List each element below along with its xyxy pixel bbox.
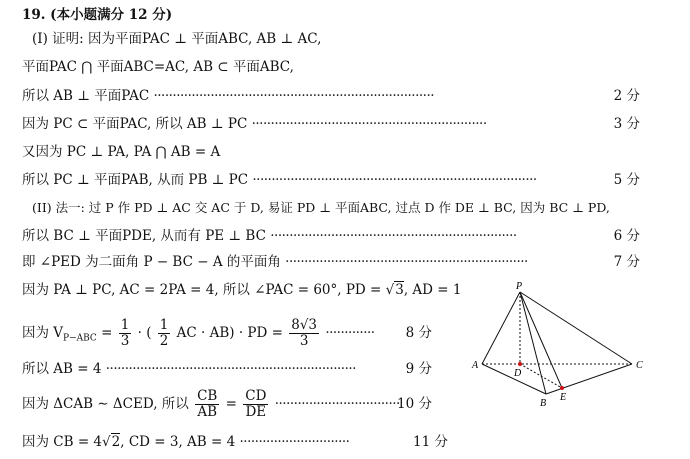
denominator: 2 [159, 333, 169, 349]
sqrt-radicand: 3 [395, 282, 404, 298]
denominator: DE [245, 404, 267, 420]
numerator: 1 [159, 317, 169, 333]
line-text-d: AC · AB) · PD = [176, 325, 288, 341]
method-line-14 [22, 433, 448, 451]
volume-subscript: P−ABC [63, 333, 97, 344]
leader-dots: ································································· [270, 228, 517, 244]
score-mark: 3 分 [613, 116, 640, 132]
label-d: D [514, 368, 522, 379]
line-text: 所以 AB ⊥ 平面PAC [22, 88, 150, 104]
score-mark: 6 分 [613, 228, 640, 244]
score-mark: 5 分 [613, 172, 640, 188]
line-text: 所以 PC ⊥ 平面PAB, 从而 PB ⊥ PC [22, 172, 249, 188]
denominator: 3 [120, 333, 130, 349]
method-line-9 [22, 253, 640, 271]
numerator: CB [197, 388, 218, 404]
line-text-a: 因为 V [22, 325, 64, 341]
method-line-10 [22, 281, 461, 299]
score-mark: 7 分 [613, 254, 640, 270]
sqrt-symbol: √ [385, 282, 395, 298]
line-text-a: 因为 ΔCAB ∼ ΔCED, 所以 [22, 396, 194, 412]
line-text-b: , AD = 1 [403, 282, 462, 298]
edge-pa [482, 292, 520, 364]
denominator: AB [197, 404, 218, 420]
method-line-7: (II) 法一: 过 P 作 PD ⊥ AC 交 AC 于 D, 易证 PD ⊥ 平面ABC, 过点 D 作 DE ⊥ BC, 因为 BC ⊥ PD, [32, 200, 610, 215]
leader-dots: ······························································ [251, 116, 487, 132]
score-mark: 11 分 [413, 434, 448, 450]
sqrt-symbol: √ [102, 434, 111, 450]
fraction-cb-ab [195, 389, 219, 420]
fraction-one-half [158, 318, 171, 349]
leader-dots: ····························· [239, 434, 350, 450]
proof-line-6 [22, 171, 640, 189]
fraction-cd-de [243, 389, 268, 420]
line-text-a: 因为 CB = 4 [22, 434, 103, 450]
line-text: 因为 PC ⊂ 平面PAC, 所以 AB ⊥ PC [22, 116, 248, 132]
numerator: CD [245, 388, 267, 404]
label-a: A [472, 360, 479, 371]
method-line-12 [22, 360, 432, 378]
numerator: 8√3 [291, 317, 318, 333]
fraction-volume [289, 318, 319, 349]
point-e-marker [560, 386, 564, 390]
leader-dots: ································· [274, 396, 400, 412]
numerator: 1 [120, 317, 130, 333]
edge-pc [520, 292, 632, 364]
line-text-c: · ( [137, 325, 152, 341]
denominator: 3 [299, 333, 309, 349]
line-text-b: = [96, 325, 117, 341]
proof-line-4 [22, 115, 640, 133]
leader-dots: ··········································································· [252, 172, 537, 188]
line-text-b: , CD = 3, AB = 4 [120, 434, 236, 450]
method-line-8 [22, 227, 640, 245]
label-e: E [560, 392, 567, 403]
label-p: P [516, 281, 523, 292]
proof-line-3 [22, 87, 640, 105]
label-b: B [540, 398, 547, 409]
score-mark: 8 分 [405, 325, 432, 341]
pyramid-figure [470, 280, 645, 410]
sqrt-radicand: 2 [111, 434, 121, 450]
method-line-11 [22, 318, 432, 348]
leader-dots: ·································································· [105, 361, 356, 377]
proof-line-5: 又因为 PC ⊥ PA, PA ⋂ AB = A [22, 144, 221, 160]
score-mark: 10 分 [397, 396, 432, 412]
line-text: 所以 AB = 4 [22, 361, 102, 377]
line-text: 即 ∠PED 为二面角 P − BC − A 的平面角 [22, 254, 281, 270]
proof-line-2: 平面PAC ⋂ 平面ABC=AC, AB ⊂ 平面ABC, [22, 59, 294, 75]
point-d-marker [518, 362, 522, 366]
fraction-one-third [119, 318, 132, 349]
leader-dots: ············· [325, 325, 375, 341]
method-line-13 [22, 387, 432, 421]
leader-dots: ·········································································· [153, 88, 435, 104]
label-c: C [636, 360, 643, 371]
proof-line-1: (I) 证明: 因为平面PAC ⊥ 平面ABC, AB ⊥ AC, [32, 31, 322, 47]
score-mark: 9 分 [405, 361, 432, 377]
score-mark: 2 分 [613, 88, 640, 104]
leader-dots: ································································ [285, 254, 528, 270]
problem-heading: 19. (本小题满分 12 分) [22, 7, 173, 23]
edge-bc [546, 364, 632, 394]
line-text: 所以 BC ⊥ 平面PDE, 从而有 PE ⊥ BC [22, 228, 266, 244]
line-text-b: = [225, 396, 242, 412]
line-text-a: 因为 PA ⊥ PC, AC = 2PA = 4, 所以 ∠PAC = 60°, PD = [22, 282, 386, 298]
